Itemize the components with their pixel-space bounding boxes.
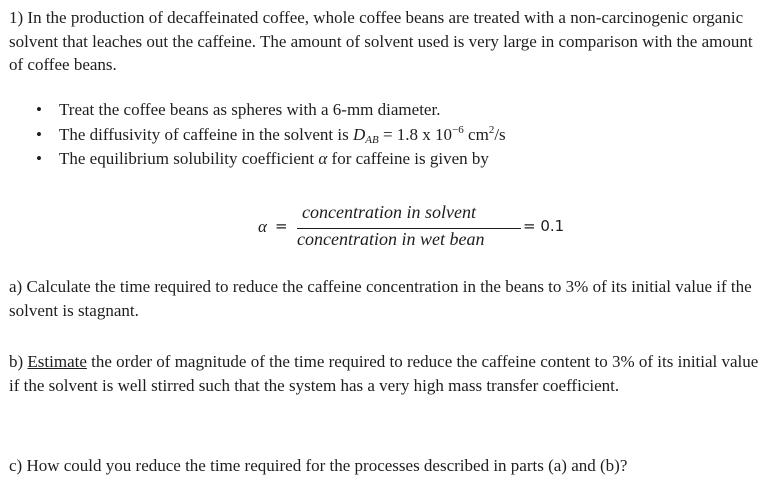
bullet-icon: • <box>36 149 42 168</box>
question-part-c: c) How could you reduce the time required for the processes described in parts (a) and (b)? <box>9 456 628 475</box>
bullet-text-geometry: Treat the coffee beans as spheres with a 6-mm diameter. <box>59 100 441 119</box>
bullet-text-solubility: The equilibrium solubility coefficient α for caffeine is given by <box>59 149 489 168</box>
bullet-icon: • <box>36 124 42 144</box>
equation-denominator: concentration in wet bean <box>297 229 485 249</box>
given-conditions-list <box>36 98 736 172</box>
bullet-icon: • <box>36 100 42 119</box>
equation-rhs: = 0.1 <box>523 217 565 235</box>
solubility-equation <box>258 200 578 256</box>
equation-lhs: α <box>258 217 267 236</box>
list-item <box>36 98 736 123</box>
question-part-b: b) Estimate the order of magnitude of the time required to reduce the caffeine content to 3% of its initial value if the solvent is well stirred such that the system has a very high mass transfer coefficient. <box>9 352 759 395</box>
list-item <box>36 123 736 148</box>
question-part-a: a) Calculate the time required to reduce the caffeine concentration in the beans to 3% of its initial value if the solvent is stagnant. <box>9 277 752 320</box>
equation-numerator: concentration in solvent <box>302 202 476 222</box>
bullet-text-diffusivity: The diffusivity of caffeine in the solvent is $D_{AB} = 1.8$ x $10^{-6}$ $cm^2/s$ <box>59 123 506 146</box>
underlined-word: Estimate <box>27 352 87 371</box>
problem-intro: 1) In the production of decaffeinated coffee, whole coffee beans are treated with a non-carcinogenic organic solvent that leaches out the caffeine. The amount of solvent used is very large in comparison with the amount of coffee beans. <box>9 8 753 74</box>
equation-equals: = <box>275 217 288 235</box>
list-item <box>36 147 736 172</box>
